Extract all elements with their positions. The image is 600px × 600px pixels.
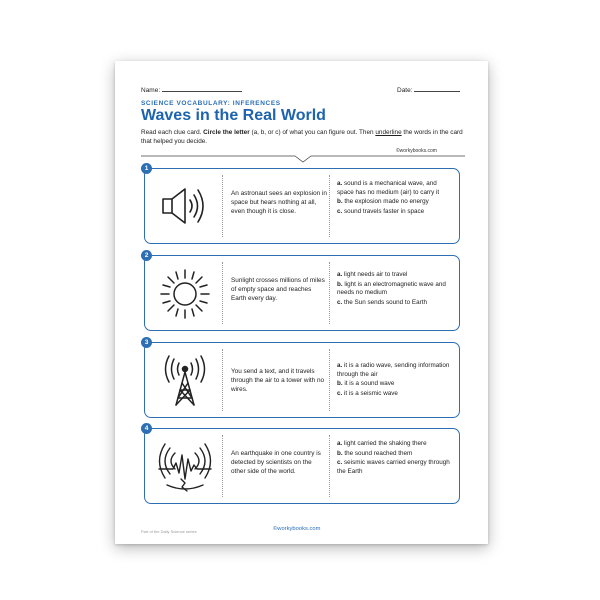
clue-card-2 <box>144 252 460 331</box>
clue-card-4 <box>144 425 460 504</box>
option-a[interactable] <box>337 362 455 379</box>
worksheet-page <box>115 61 488 544</box>
option-letter: c. <box>337 459 343 467</box>
option-a[interactable] <box>337 271 455 280</box>
clue-text: Sunlight crosses millions of miles of empty space and reaches Earth every day. <box>231 277 325 302</box>
instructions-bold: Circle the letter <box>203 129 250 136</box>
clue-text: An earthquake in one country is detected by scientists on the other side of the world. <box>231 450 321 475</box>
name-blank <box>162 85 242 92</box>
option-b[interactable] <box>337 281 455 298</box>
option-c[interactable] <box>337 459 455 476</box>
answer-options <box>337 180 455 217</box>
clue-card-1 <box>144 165 460 244</box>
answer-options <box>337 362 455 399</box>
option-text: it is a radio wave, sending information through the air <box>337 362 450 378</box>
instructions <box>141 128 471 146</box>
card-separator <box>222 175 223 237</box>
option-text: it is a seismic wave <box>344 389 398 397</box>
card-separator <box>329 349 330 411</box>
card-number-badge: 2 <box>141 250 152 261</box>
answer-options <box>337 271 455 308</box>
option-letter: b. <box>337 280 343 288</box>
card-separator <box>329 262 330 324</box>
date-field <box>397 85 460 94</box>
option-text: the sound reached them <box>344 449 413 457</box>
card-separator <box>222 262 223 324</box>
card-separator <box>222 349 223 411</box>
card-separator <box>329 175 330 237</box>
instructions-underline: underline <box>375 129 402 136</box>
answer-options <box>337 440 455 477</box>
sun-icon <box>157 266 213 322</box>
option-text: sound travels faster in space <box>344 207 425 215</box>
clue-text: You send a text, and it travels through the air to a tower with no wires. <box>231 368 325 393</box>
footer-series-note: Part of the Daily Science series <box>141 529 197 534</box>
option-letter: a. <box>337 180 343 187</box>
option-c[interactable] <box>337 390 455 399</box>
option-letter: a. <box>337 440 343 447</box>
option-text: it is a sound wave <box>344 380 395 388</box>
option-text: light needs air to travel <box>344 271 408 278</box>
option-letter: a. <box>337 271 343 278</box>
copyright: ©workybooks.com <box>396 148 437 154</box>
radio-tower-icon <box>157 353 213 409</box>
instructions-part2: (a, b, or c) of what you can figure out. Then <box>249 129 376 136</box>
option-text: the explosion made no energy <box>344 198 429 206</box>
earthquake-icon <box>157 439 213 495</box>
option-text: the Sun sends sound to Earth <box>344 298 427 306</box>
option-letter: c. <box>337 207 343 215</box>
page-title: Waves in the Real World <box>141 107 326 124</box>
option-letter: b. <box>337 198 343 206</box>
speaker-icon <box>157 179 213 235</box>
card-separator <box>222 435 223 497</box>
instructions-part1: Read each clue card. <box>141 129 204 136</box>
card-number-badge: 1 <box>141 163 152 174</box>
clue-text: An astronaut sees an explosion in space but hears nothing at all, even though it is close. <box>231 190 327 215</box>
subheading: SCIENCE VOCABULARY: INFERENCES <box>141 100 281 107</box>
footer-site: ©workybooks.com <box>273 526 321 532</box>
option-text: sound is a mechanical wave, and space has no medium (air) to carry it <box>337 180 440 196</box>
card-number-badge: 3 <box>141 337 152 348</box>
option-letter: c. <box>337 389 343 397</box>
option-b[interactable] <box>337 450 455 459</box>
date-blank <box>414 85 460 92</box>
card-separator <box>329 435 330 497</box>
option-c[interactable] <box>337 208 455 217</box>
option-letter: c. <box>337 298 343 306</box>
instructions-part3: the words in the card that helped you decide. <box>141 129 463 145</box>
option-c[interactable] <box>337 299 455 308</box>
option-letter: b. <box>337 449 343 457</box>
option-a[interactable] <box>337 440 455 449</box>
option-b[interactable] <box>337 198 455 207</box>
clue-card-3 <box>144 339 460 418</box>
name-field <box>141 85 242 94</box>
option-letter: a. <box>337 362 343 369</box>
option-text: seismic waves carried energy through the Earth <box>337 459 450 475</box>
name-label: Name: <box>141 87 161 94</box>
date-label: Date: <box>397 87 413 94</box>
card-number-badge: 4 <box>141 423 152 434</box>
option-text: light is an electromagnetic wave and needs no medium <box>337 280 446 297</box>
option-a[interactable] <box>337 180 455 197</box>
option-text: light carried the shaking there <box>344 440 427 447</box>
option-letter: b. <box>337 380 343 388</box>
option-b[interactable] <box>337 380 455 389</box>
header-divider <box>141 154 465 164</box>
